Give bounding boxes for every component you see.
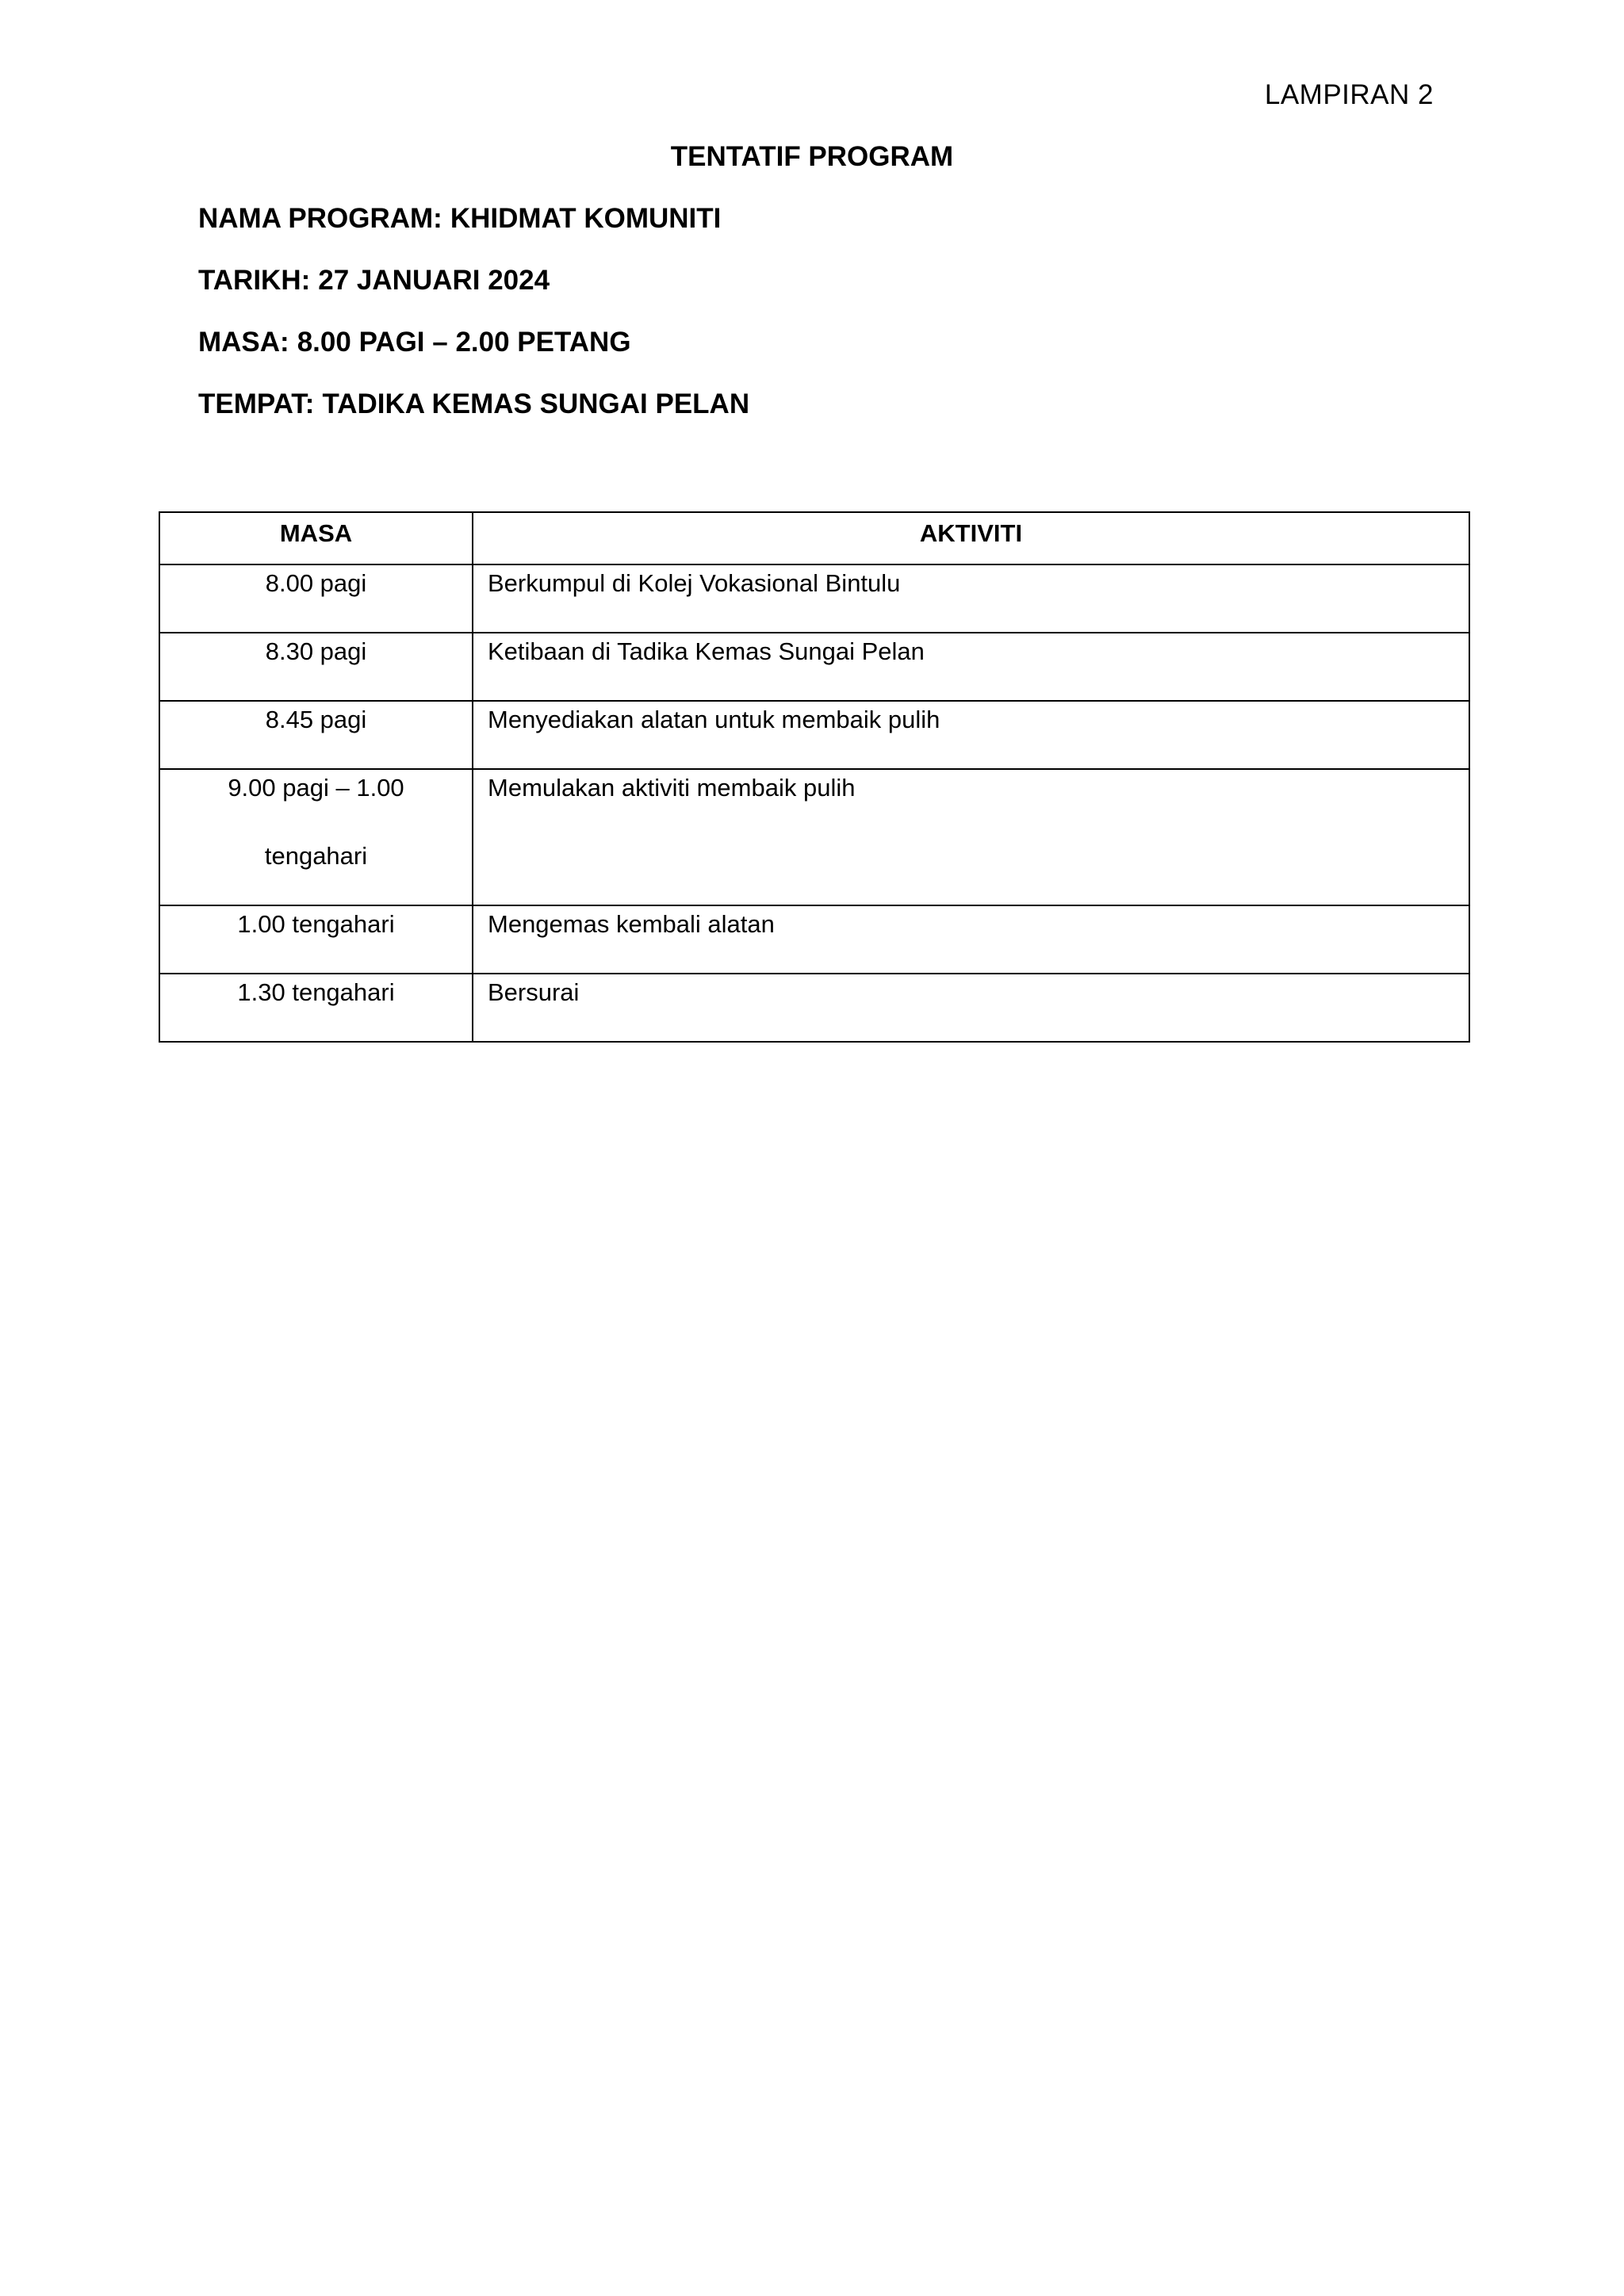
masa-text: 1.00 tengahari	[237, 910, 395, 938]
masa-text: 8.45 pagi	[265, 706, 367, 733]
aktiviti-text: Memulakan aktiviti membaik pulih	[488, 774, 856, 802]
column-header-masa: MASA	[159, 512, 473, 564]
masa-cell	[159, 974, 473, 1042]
venue-line	[198, 388, 749, 420]
time-label: MASA:	[198, 327, 289, 358]
date-label: TARIKH:	[198, 265, 311, 296]
time-line	[198, 327, 631, 358]
aktiviti-text: Bersurai	[488, 978, 580, 1006]
table-row	[159, 974, 1469, 1042]
masa-text-line1: 9.00 pagi – 1.00	[228, 774, 404, 802]
column-header-aktiviti: AKTIVITI	[473, 512, 1469, 564]
table-row	[159, 769, 1469, 905]
venue-value: TADIKA KEMAS SUNGAI PELAN	[322, 388, 750, 419]
aktiviti-cell	[473, 769, 1469, 905]
masa-text: 1.30 tengahari	[237, 978, 395, 1006]
aktiviti-text: Menyediakan alatan untuk membaik pulih	[488, 706, 940, 733]
aktiviti-text: Ketibaan di Tadika Kemas Sungai Pelan	[488, 637, 925, 665]
aktiviti-text: Mengemas kembali alatan	[488, 910, 775, 938]
masa-text: 8.30 pagi	[265, 637, 367, 665]
venue-label: TEMPAT:	[198, 388, 315, 419]
program-name-line	[198, 203, 721, 235]
document-title: TENTATIF PROGRAM	[670, 141, 954, 172]
date-value: 27 JANUARI 2024	[318, 265, 550, 296]
schedule-table	[159, 511, 1470, 1043]
time-value: 8.00 PAGI – 2.00 PETANG	[297, 327, 631, 358]
date-line	[198, 265, 550, 297]
aktiviti-cell	[473, 974, 1469, 1042]
masa-cell	[159, 769, 473, 905]
masa-text: 8.00 pagi	[265, 569, 367, 597]
masa-text-line2: tengahari	[264, 842, 368, 870]
program-name-value: KHIDMAT KOMUNITI	[450, 203, 722, 234]
aktiviti-text: Berkumpul di Kolej Vokasional Bintulu	[488, 569, 901, 597]
program-name-label: NAMA PROGRAM:	[198, 203, 442, 234]
appendix-label: LAMPIRAN 2	[1264, 79, 1434, 110]
